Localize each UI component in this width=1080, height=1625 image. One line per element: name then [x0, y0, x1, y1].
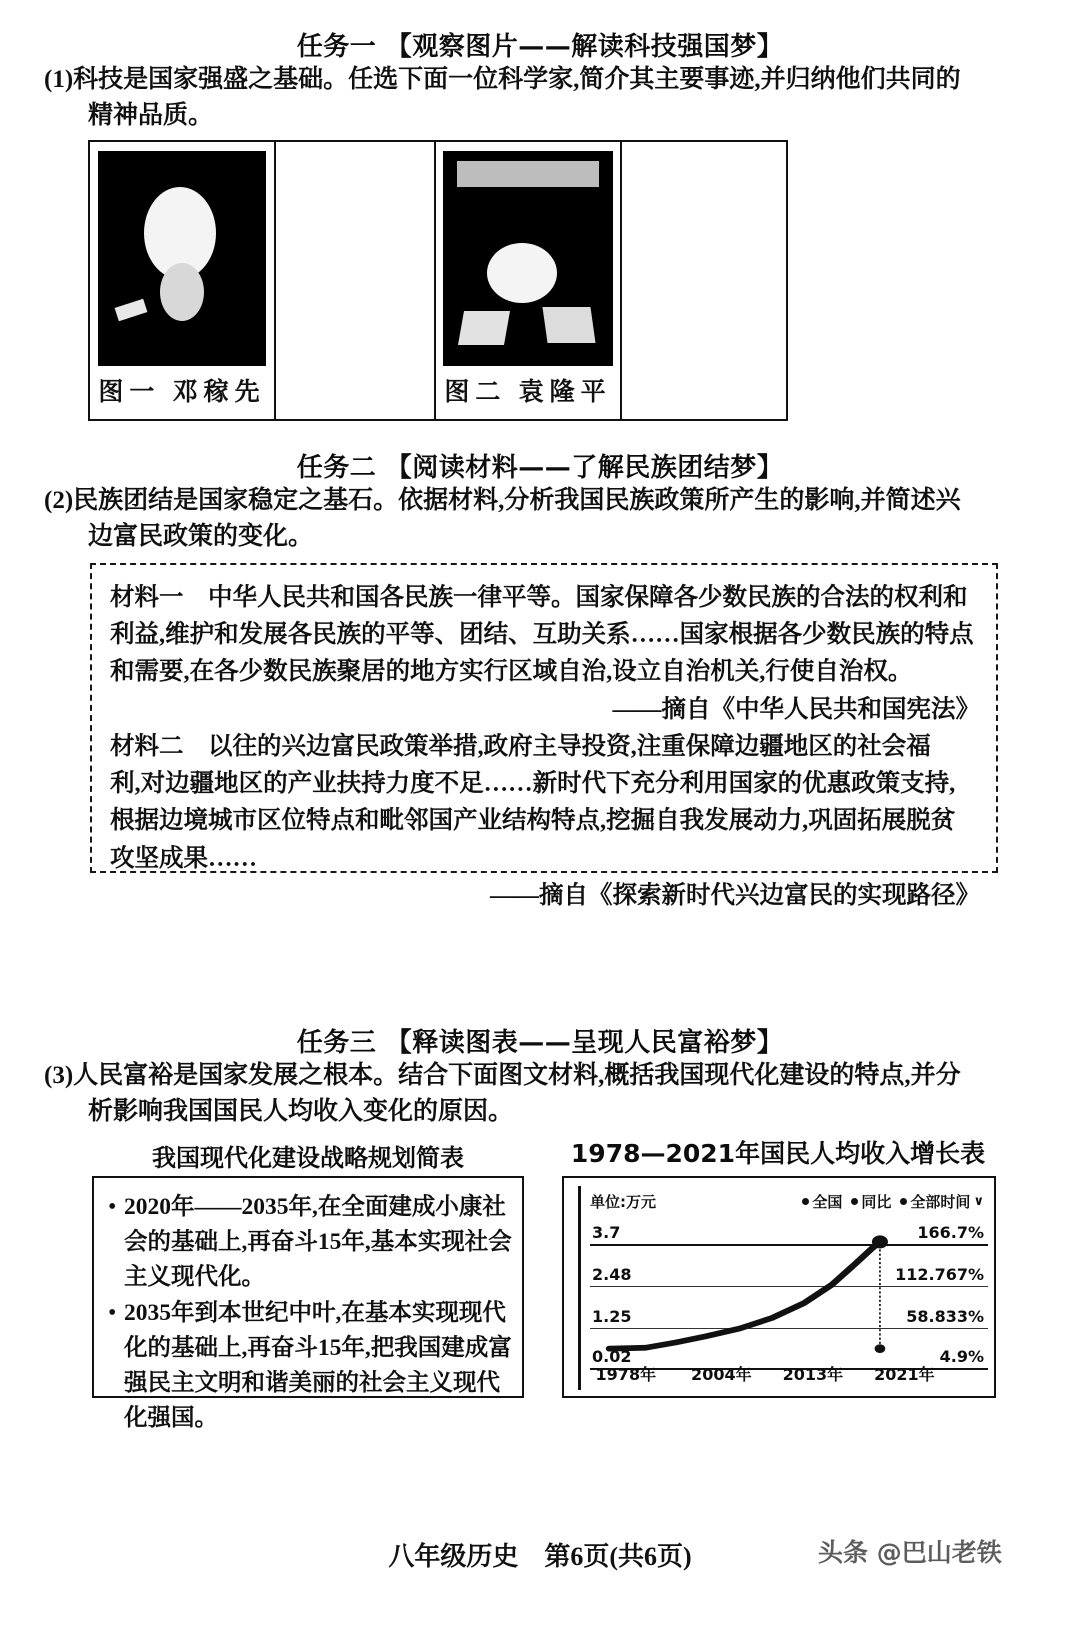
figure-cell-2 — [436, 142, 622, 419]
x-tick-label-2004: 2004年 — [691, 1365, 752, 1384]
figure-cell-blank-1 — [276, 142, 436, 419]
legend-label-alltime: 全部时间 — [910, 1192, 971, 1211]
task-three-question-line2: 析影响我国国民人均收入变化的原因。 — [88, 1097, 514, 1125]
material-two — [110, 728, 980, 914]
task-one-question-line1: (1)科技是国家强盛之基础。任选下面一位科学家,简介其主要事迹,并归纳他们共同的 — [44, 66, 961, 93]
task-one-question — [44, 62, 1044, 133]
right-tick-label-58-833: 58.833% — [906, 1307, 984, 1326]
right-tick-label-112-767: 112.767% — [895, 1265, 984, 1284]
material-one-line-2: 利益,维护和发展各民族的平等、团结、互助关系……国家根据各少数民族的特点 — [110, 621, 974, 649]
task-three-question — [44, 1058, 1054, 1129]
income-growth-chart — [562, 1176, 996, 1398]
watermark — [818, 1533, 1002, 1569]
task-two-question-line1: (2)民族团结是国家稳定之基石。依据材料,分析我国民族政策所产生的影响,并简述兴 — [44, 487, 961, 514]
plan-item-text-2: 2035年到本世纪中叶,在基本实现现代化的基础上,再奋斗15年,把我国建成富强民主文明和谐美丽的社会主义现代化强国。 — [124, 1300, 512, 1431]
legend-item-yoy[interactable] — [851, 1191, 891, 1212]
legend-item-national[interactable] — [802, 1191, 842, 1212]
watermark-text: 头条 @巴山老铁 — [818, 1538, 1002, 1567]
scientist-figure-table — [88, 140, 788, 421]
bullet-icon: • — [108, 1194, 117, 1220]
material-one — [110, 579, 980, 728]
plan-list-item — [108, 1296, 512, 1435]
material-two-line-3: 根据边境城市区位特点和毗邻国产业结构特点,挖掘自我发展动力,巩固拓展脱贫 — [110, 807, 956, 835]
material-one-source: ——摘自《中华人民共和国宪法》 — [612, 695, 980, 723]
task-two-question-line2: 边富民政策的变化。 — [88, 522, 314, 550]
figure-caption-1: 图一 邓稼先 — [98, 379, 266, 406]
data-point-2021-top — [872, 1235, 888, 1248]
plan-list-item — [108, 1190, 512, 1294]
photo-yuan-longping — [443, 151, 613, 366]
photo-deng-jiaxian — [98, 151, 266, 366]
material-two-line-4: 攻坚成果…… — [110, 844, 257, 872]
chart-unit-label: 单位:万元 — [590, 1192, 656, 1211]
chart-curve — [590, 1220, 988, 1360]
y-tick-label-1-25: 1.25 — [592, 1307, 632, 1326]
chart-legend — [802, 1191, 988, 1212]
material-two-line-1: 材料二 以往的兴边富民政策举措,政府主导投资,注重保障边疆地区的社会福 — [110, 732, 931, 760]
chevron-down-icon[interactable]: ∨ — [973, 1193, 984, 1209]
right-tick-label-166-7: 166.7% — [917, 1223, 984, 1242]
chart-toolbar — [578, 1186, 988, 1216]
x-tick-label-2021: 2021年 — [874, 1365, 935, 1384]
material-two-line-2: 利,对边疆地区的产业扶持力度不足……新时代下充分利用国家的优惠政策支持, — [110, 770, 956, 798]
task-two-question — [44, 483, 1044, 554]
task-one-heading: 任务一 【观察图片——解读科技强国梦】 — [296, 32, 784, 62]
legend-dot-icon — [851, 1198, 858, 1205]
material-one-line-1: 材料一 中华人民共和国各民族一律平等。国家保障各少数民族的合法的权利和 — [110, 584, 968, 611]
plan-item-text-1: 2020年——2035年,在全面建成小康社会的基础上,再奋斗15年,基本实现社会主义现代化。 — [124, 1194, 512, 1290]
material-two-source: ——摘自《探索新时代兴边富民的实现路径》 — [490, 881, 980, 909]
task-three-question-line1: (3)人民富裕是国家发展之根本。结合下面图文材料,概括我国现代化建设的特点,并分 — [44, 1062, 961, 1089]
task-three-heading: 任务三 【释读图表——呈现人民富裕梦】 — [296, 1028, 784, 1058]
figure-cell-1 — [90, 142, 276, 419]
chart-title: 1978—2021年国民人均收入增长表 — [570, 1139, 986, 1168]
material-one-line-3: 和需要,在各少数民族聚居的地方实行区域自治,设立自治机关,行使自治权。 — [110, 658, 913, 686]
legend-label-yoy: 同比 — [861, 1192, 892, 1211]
right-tick-label-4-9: 4.9% — [939, 1347, 984, 1366]
series-line-national — [609, 1242, 880, 1349]
chart-x-axis — [590, 1362, 988, 1388]
legend-dot-icon — [802, 1198, 809, 1205]
legend-item-alltime[interactable] — [900, 1191, 984, 1212]
plan-table — [92, 1176, 524, 1431]
page-footer: 八年级历史 第6页(共6页) — [388, 1542, 692, 1571]
y-tick-label-0-02: 0.02 — [592, 1347, 632, 1366]
figure-cell-blank-2 — [622, 142, 782, 419]
x-tick-label-2013: 2013年 — [782, 1365, 844, 1384]
figure-caption-2: 图二 袁隆平 — [444, 379, 612, 406]
plan-table-title: 我国现代化建设战略规划简表 — [152, 1144, 464, 1172]
task-two-heading: 任务二 【阅读材料——了解民族团结梦】 — [296, 453, 784, 483]
chart-plot-area — [590, 1220, 988, 1366]
task-one-question-line2: 精神品质。 — [88, 101, 214, 129]
legend-dot-icon — [900, 1198, 907, 1205]
legend-label-national: 全国 — [812, 1192, 843, 1211]
bullet-icon: • — [108, 1300, 117, 1327]
data-point-2021-bottom — [875, 1344, 886, 1353]
y-tick-label-3-7: 3.7 — [592, 1223, 621, 1242]
material-box — [90, 563, 998, 909]
x-tick-label-1978: 1978年 — [595, 1365, 657, 1384]
y-tick-label-2-48: 2.48 — [592, 1265, 632, 1284]
